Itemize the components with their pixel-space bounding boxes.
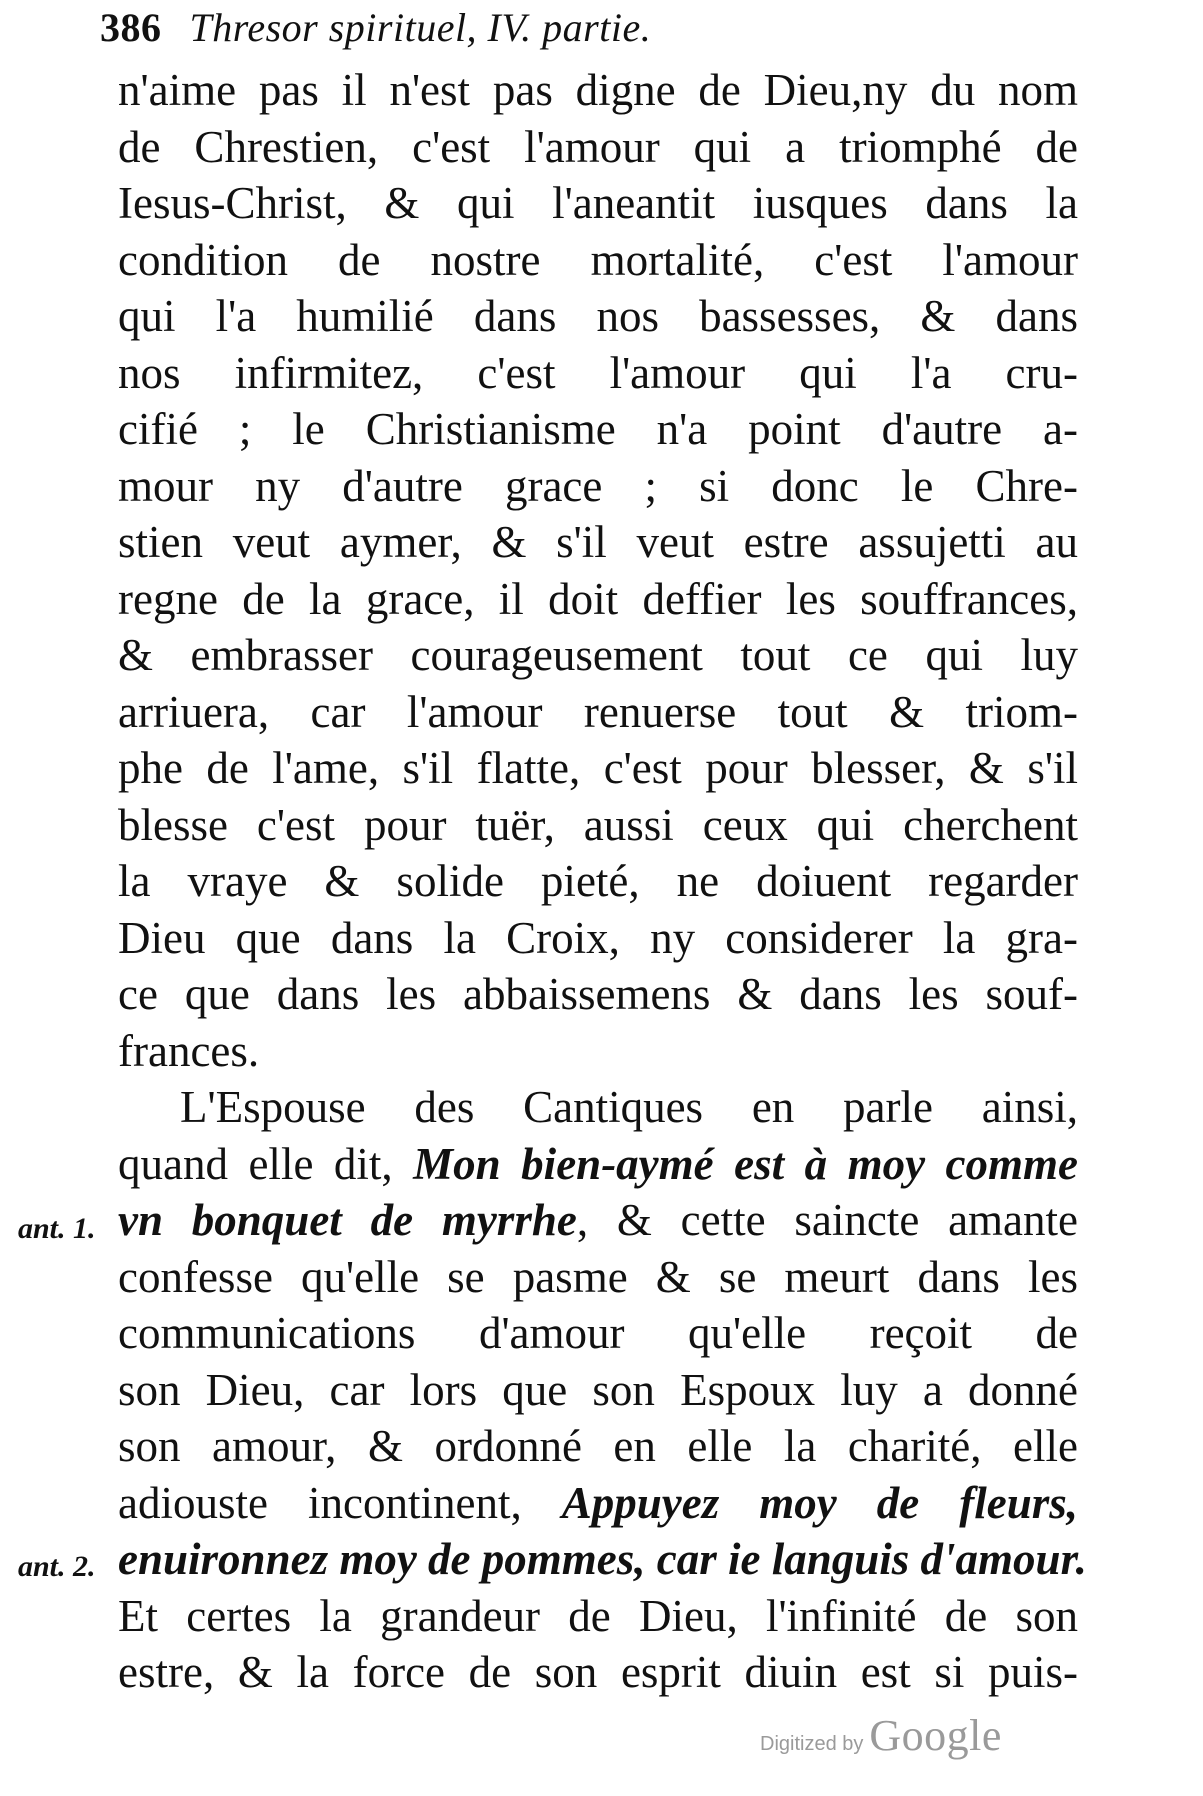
running-head xyxy=(100,4,651,54)
running-title: Thresor spirituel, IV. partie. xyxy=(189,5,652,50)
text-line: regne de la grace, il doit deffier les souffrances, xyxy=(118,573,1078,624)
text-line: son Dieu, car lors que son Espoux luy a donné xyxy=(118,1364,1078,1415)
text-line: cifié ; le Christianisme n'a point d'autre a- xyxy=(118,404,1078,454)
text-line: Iesus-Christ, & qui l'aneantit iusques dans la xyxy=(118,178,1078,228)
page-number: 386 xyxy=(100,5,162,50)
text-line xyxy=(118,1475,1078,1532)
text-line: la vraye & solide pieté, ne doiuent regarder xyxy=(118,856,1078,906)
paragraph-first-line: L'Espouse des Cantiques en parle ainsi, xyxy=(180,1082,1078,1132)
text-line: n'aime pas il n'est pas digne de Dieu,ny du nom xyxy=(118,65,1078,115)
text-line: blesse c'est pour tuër, aussi ceux qui cherchent xyxy=(118,799,1078,850)
text-line: de Chrestien, c'est l'amour qui a triomphé de xyxy=(118,121,1078,172)
text-line xyxy=(118,1192,1078,1249)
watermark-prefix: Digitized by xyxy=(760,1733,864,1755)
text-line: Dieu que dans la Croix, ny considerer la gra- xyxy=(118,912,1078,963)
text-line: estre, & la force de son esprit diuin est si puis- xyxy=(118,1647,1078,1697)
quotation: vn bonquet de myrrhe xyxy=(118,1195,577,1245)
text-line: phe de l'ame, s'il flatte, c'est pour blesser, & s'il xyxy=(118,743,1078,793)
text-line: ce que dans les abbaissemens & dans les souf- xyxy=(118,969,1078,1019)
text-run: quand elle dit, xyxy=(118,1138,414,1189)
text-line: stien veut aymer, & s'il veut estre assujetti au xyxy=(118,517,1078,567)
text-line: communications d'amour qu'elle reçoit de xyxy=(118,1308,1078,1358)
margin-note: ant. 2. xyxy=(18,1550,96,1583)
text-line: qui l'a humilié dans nos bassesses, & dans xyxy=(118,291,1078,341)
text-line: & embrasser courageusement tout ce qui luy xyxy=(118,630,1078,680)
text-line: mour ny d'autre grace ; si donc le Chre- xyxy=(118,460,1078,511)
google-watermark xyxy=(760,1710,1002,1761)
text-line: Et certes la grandeur de Dieu, l'infinité de son xyxy=(118,1590,1078,1641)
text-line: son amour, & ordonné en elle la charité, elle xyxy=(118,1421,1078,1471)
quotation: Mon bien-aymé est à moy comme xyxy=(413,1138,1078,1189)
google-logo: Google xyxy=(869,1711,1002,1760)
text-line: frances. xyxy=(118,1025,260,1076)
text-line: nos infirmitez, c'est l'amour qui l'a cru- xyxy=(118,347,1078,398)
text-line xyxy=(118,1531,1087,1588)
text-line: condition de nostre mortalité, c'est l'amour xyxy=(118,234,1078,285)
text-run: , & cette saincte amante xyxy=(576,1195,1078,1245)
text-line: confesse qu'elle se pasme & se meurt dans les xyxy=(118,1251,1078,1302)
text-line xyxy=(118,1136,1078,1193)
text-line: arriuera, car l'amour renuerse tout & triom- xyxy=(118,686,1078,737)
margin-note: ant. 1. xyxy=(18,1212,96,1245)
quotation: Appuyez moy de fleurs, xyxy=(561,1477,1078,1528)
text-run: adiouste incontinent, xyxy=(118,1477,562,1528)
quotation: enuironnez moy de pommes, car ie languis d'amour. xyxy=(118,1534,1087,1584)
body-text xyxy=(118,62,1087,1701)
